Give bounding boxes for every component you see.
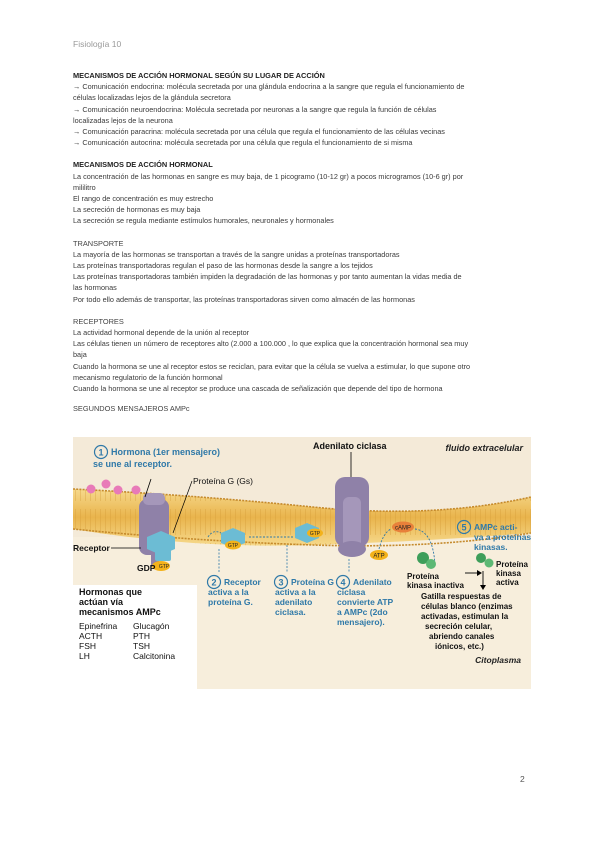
step-text: va a proteínas — [474, 532, 531, 542]
receptor-label: Receptor — [73, 543, 110, 553]
atp-label: ATP — [373, 553, 385, 560]
section-title: MECANISMOS DE ACCIÓN HORMONAL SEGÚN SU LUGAR DE ACCIÓN — [73, 71, 325, 80]
section-title: RECEPTORES — [73, 316, 124, 326]
step-text: Adenilato — [353, 577, 392, 587]
hormones-title: mecanismos AMPc — [79, 607, 161, 617]
response-line: abriendo canales — [429, 632, 495, 641]
pk-inactive-label: kinasa inactiva — [407, 581, 464, 590]
text-line: células localizadas lejos de la glándula secretora — [73, 93, 231, 103]
text-line: las hormonas — [73, 283, 117, 293]
step-text: mensajero). — [337, 617, 385, 627]
text-line: localizadas lejos de la neurona — [73, 115, 173, 125]
figure-title: SEGUNDOS MENSAJEROS AMPc — [73, 404, 190, 414]
gtp-tag: GTP — [227, 543, 239, 549]
adenylate-cyclase — [335, 477, 369, 557]
step-text: Receptor — [224, 577, 261, 587]
text-line: → Comunicación neuroendocrina: Molécula secretada por neuronas a la sangre que regula la función de células — [73, 104, 437, 114]
response-line: activadas, estimulan la — [421, 612, 509, 621]
gtp-tag: GTP — [309, 531, 321, 537]
step-text: a AMPc (2do — [337, 607, 388, 617]
section-title: MECANISMOS DE ACCIÓN HORMONAL — [73, 160, 213, 170]
step-number: 1 — [98, 447, 104, 458]
text-line: La mayoría de las hormonas se transportan a través de la sangre unidas a proteínas transportadoras — [73, 249, 400, 259]
pk-inactive-label: Proteína — [407, 572, 440, 581]
text-line: La secreción de hormonas es muy baja — [73, 205, 201, 215]
step-text: ciclasa — [337, 587, 366, 597]
response-line: secreción celular, — [425, 622, 493, 631]
text-line: → Comunicación paracrina: molécula secretada por una célula que regula el funcionamiento de las células vecinas — [73, 127, 445, 137]
step-text: proteína G. — [208, 597, 253, 607]
step-text: se une al receptor. — [93, 459, 173, 469]
text-line: La concentración de las hormonas en sangre es muy baja, de 1 picogramo (10-12 gr) a pocos microgramos (10-6 gr) por — [73, 171, 464, 181]
hormones-title: Hormonas que — [79, 587, 143, 597]
camp-pathway-figure — [73, 437, 531, 689]
hormone-item: FSH — [79, 641, 96, 651]
response-line: células blanco (enzimas — [421, 602, 513, 611]
step-text: adenilato — [275, 597, 313, 607]
step-text: convierte ATP — [337, 597, 394, 607]
camp-label: cAMP — [394, 525, 412, 532]
pk-active-label: Proteína — [496, 560, 529, 569]
cytoplasm-label: Citoplasma — [475, 655, 521, 665]
response-line: Gatilla respuestas de — [421, 592, 502, 601]
text-line: Cuando la hormona se une al receptor se produce una cascada de señalización que depende del tipo de hormona — [73, 384, 443, 394]
text-line: baja — [73, 350, 87, 360]
step-text: Proteína G — [291, 577, 334, 587]
text-line: La actividad hormonal depende de la unión al receptor — [73, 328, 250, 338]
page-number: 2 — [520, 774, 525, 784]
hormone-item: TSH — [133, 641, 150, 651]
protein-g-label: Proteína G (Gs) — [193, 476, 253, 486]
extracellular-label: fluido extracelular — [445, 443, 523, 453]
document-body — [73, 70, 531, 414]
step-text: activa a la — [275, 587, 316, 597]
gtp-tag: GTP — [158, 564, 170, 570]
page-header: Fisiología 10 — [73, 39, 122, 49]
pk-active-label: activa — [496, 578, 519, 587]
step-text: ciclasa. — [275, 607, 306, 617]
hormones-title: actúan vía — [79, 597, 124, 607]
text-line: Las proteínas transportadoras también impiden la degradación de las hormonas y por tanto aumentan la vidas media de — [73, 272, 462, 282]
step-number: 4 — [340, 577, 346, 588]
step-text: activa a la — [208, 587, 249, 597]
step-number: 3 — [278, 577, 284, 588]
hormone-item: LH — [79, 651, 90, 661]
section-title: TRANSPORTE — [73, 238, 124, 248]
text-line: Cuando la hormona se une al receptor estos se reciclan, para evitar que la célula se vuelva a estimular, lo que supone otro — [73, 361, 471, 371]
step-number: 2 — [211, 577, 217, 588]
text-line: → Comunicación autocrina: molécula secretada por una célula que regula el funcionamiento de si misma — [73, 138, 413, 148]
gdp-label: GDP — [137, 563, 156, 573]
step-text: Hormona (1er mensajero) — [111, 447, 221, 457]
step-text: AMPc acti- — [474, 522, 518, 532]
text-line: La secreción se regula mediante estímulos humorales, neuronales y hormonales — [73, 216, 334, 226]
hormone-item: Glucagón — [133, 621, 170, 631]
step-number: 5 — [461, 522, 467, 533]
text-line: mililitro — [73, 182, 96, 192]
adenylate-cyclase-label: Adenilato ciclasa — [313, 441, 387, 451]
text-line: Por todo ello además de transportar, las proteínas transportadoras sirven como almacén de las hormonas — [73, 294, 415, 304]
step-text: kinasas. — [474, 542, 508, 552]
text-line: → Comunicación endocrina: molécula secretada por una glándula endocrina a la sangre que regula el funcionamiento de — [73, 82, 465, 92]
text-line: Las células tienen un número de receptores alto (2.000 a 100.000 , lo que explica que la concentración hormonal sea muy — [73, 339, 469, 349]
text-line: mecanismo regulatorio de la función hormonal — [73, 372, 223, 382]
response-line: iónicos, etc.) — [435, 642, 484, 651]
hormones-box — [73, 585, 197, 689]
text-line: Las proteínas transportadoras regulan el paso de las hormonas desde la sangre a los tejidos — [73, 261, 373, 271]
hormone-item: Calcitonina — [133, 651, 176, 661]
pk-active-label: kinasa — [496, 569, 521, 578]
hormone-item: Epinefrina — [79, 621, 118, 631]
hormone-item: ACTH — [79, 631, 103, 641]
text-line: El rango de concentración es muy estrecho — [73, 194, 214, 204]
hormone-item: PTH — [133, 631, 150, 641]
